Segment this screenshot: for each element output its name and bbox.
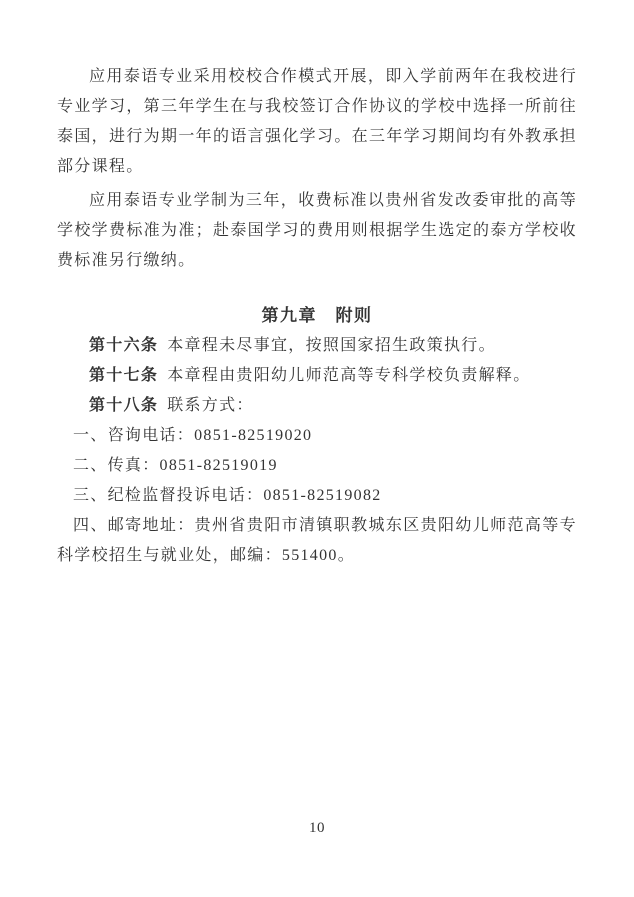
contact-line-consult-phone [57,421,577,451]
article-16-label: 第十六条 [89,337,159,354]
paragraph-thai-program-fees: 应用泰语专业学制为三年，收费标准以贵州省发改委审批的高等学校学费标准为准；赴泰国学习的费用则根据学生选定的泰方学校收费标准另行缴纳。 [57,192,577,269]
paragraph-thai-program-mode: 应用泰语专业采用校校合作模式开展，即入学前两年在我校进行专业学习，第三年学生在与我校签订合作协议的学校中选择一所前往泰国，进行为期一年的语言强化学习。在三年学习期间均有外教承担部分课程。 [57,68,577,175]
contact-index: 三、 [73,487,108,504]
article-18 [57,391,577,421]
contact-line-discipline-phone [57,481,577,511]
contact-index: 一、 [73,427,108,444]
article-17-text: 本章程由贵阳幼儿师范高等专科学校负责解释。 [167,367,531,384]
contact-label: 纪检监督投诉电话： [107,487,264,504]
contact-line-mailing-address [57,511,577,571]
chapter-heading: 第九章 附则 [261,306,373,325]
contact-index: 四、 [73,517,108,534]
article-16 [57,331,577,361]
contact-label: 邮寄地址： [107,517,195,534]
contact-value: 0851-82519019 [159,457,278,474]
contact-value: 贵州省贵阳市清镇职教城东区贵阳幼儿师范高等专科学校招生与就业处，邮编：551400。 [57,517,577,564]
article-18-text: 联系方式： [167,397,254,414]
article-18-label: 第十八条 [89,397,159,414]
contact-index: 二、 [73,457,108,474]
page-number: 10 [309,820,325,836]
contact-value: 0851-82519020 [194,427,313,444]
contact-value: 0851-82519082 [263,487,382,504]
article-17 [57,361,577,391]
article-17-label: 第十七条 [89,367,159,384]
article-16-text: 本章程未尽事宜，按照国家招生政策执行。 [167,337,496,354]
contact-label: 传真： [107,457,160,474]
contact-line-fax [57,451,577,481]
contact-label: 咨询电话： [107,427,195,444]
